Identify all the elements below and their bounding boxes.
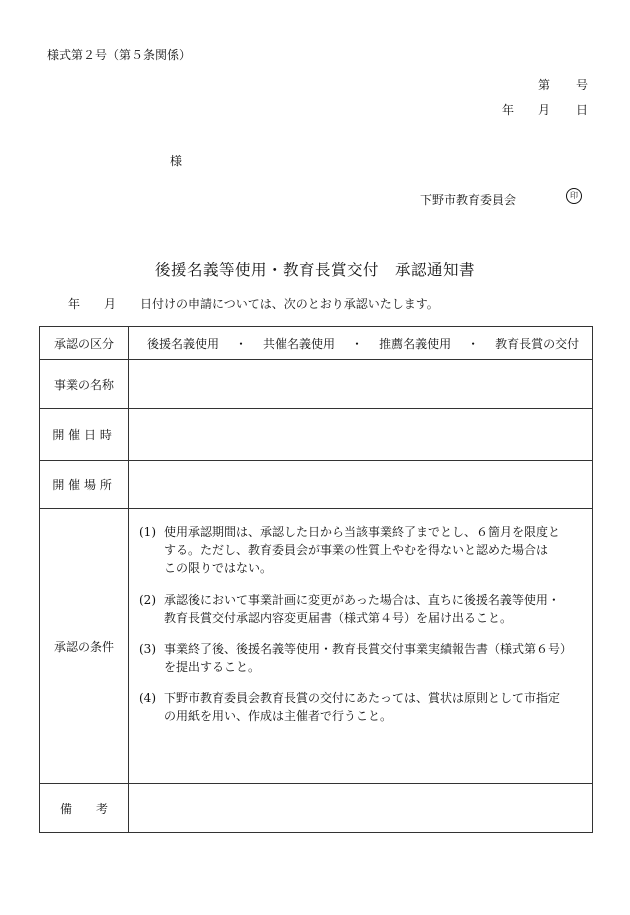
kubun-label: 承認の区分 [40, 327, 129, 360]
approval-table [39, 326, 593, 833]
condition-item [139, 689, 578, 725]
document-title: 後援名義等使用・教育長賞交付 承認通知書 [154, 261, 475, 279]
condition-text: 事業終了後、後援名義等使用・教育長賞交付事業実績報告書（様式第６号） を提出すること。 [164, 642, 573, 674]
condition-number: (4) [139, 691, 156, 705]
condition-text: 使用承認期間は、承認した日から当該事業終了までとし、６箇月を限度と する。ただし、教育委員会が事業の性質上やむを得ないと認めた場合は この限りではない。 [164, 525, 561, 575]
event-name-value [129, 360, 593, 409]
separator-dot: ・ [467, 336, 480, 351]
table-row [40, 409, 593, 461]
document-number-prefix: 第 [538, 78, 551, 92]
date-month-label: 月 [538, 103, 551, 117]
intro-text: 年 月 日付けの申請については、次のとおり承認いたします。 [68, 297, 439, 311]
condition-item [139, 640, 578, 676]
condition-number: (3) [139, 642, 156, 656]
conditions-label: 承認の条件 [40, 509, 129, 784]
issuer-name: 下野市教育委員会 [420, 193, 517, 207]
remarks-value [129, 784, 593, 833]
table-row [40, 784, 593, 833]
kubun-item-suisen: 推薦名義使用 [379, 336, 452, 351]
document-number-suffix: 号 [576, 78, 589, 92]
date-year-label: 年 [502, 103, 515, 117]
seal-icon: 印 [566, 188, 582, 204]
kubun-item-kyousai: 共催名義使用 [263, 336, 336, 351]
remarks-label: 備 考 [40, 784, 129, 833]
addressee-suffix: 様 [170, 154, 183, 168]
kubun-item-kyouikuchousho: 教育長賞の交付 [495, 336, 580, 351]
kubun-item-kouen: 後援名義使用 [147, 336, 220, 351]
condition-text: 下野市教育委員会教育長賞の交付にあたっては、賞状は原則として市指定 の用紙を用い、作成は主催者で行うこと。 [164, 691, 561, 723]
table-row [40, 461, 593, 509]
event-place-label: 開催場所 [40, 461, 129, 509]
event-place-value [129, 461, 593, 509]
event-date-label: 開催日時 [40, 409, 129, 461]
form-number: 様式第２号（第５条関係） [47, 48, 192, 62]
table-row [40, 360, 593, 409]
date-day-label: 日 [576, 103, 589, 117]
condition-item [139, 523, 578, 577]
condition-item [139, 591, 578, 627]
separator-dot: ・ [351, 336, 364, 351]
condition-number: (1) [139, 525, 156, 539]
event-name-label: 事業の名称 [40, 360, 129, 409]
event-date-value [129, 409, 593, 461]
kubun-options [129, 327, 593, 360]
separator-dot: ・ [235, 336, 248, 351]
condition-text: 承認後において事業計画に変更があった場合は、直ちに後援名義等使用・ 教育長賞交付承認内容変更届書（様式第４号）を届け出ること。 [164, 593, 560, 625]
condition-number: (2) [139, 593, 156, 607]
conditions-cell [129, 509, 593, 784]
table-row [40, 327, 593, 360]
table-row [40, 509, 593, 784]
